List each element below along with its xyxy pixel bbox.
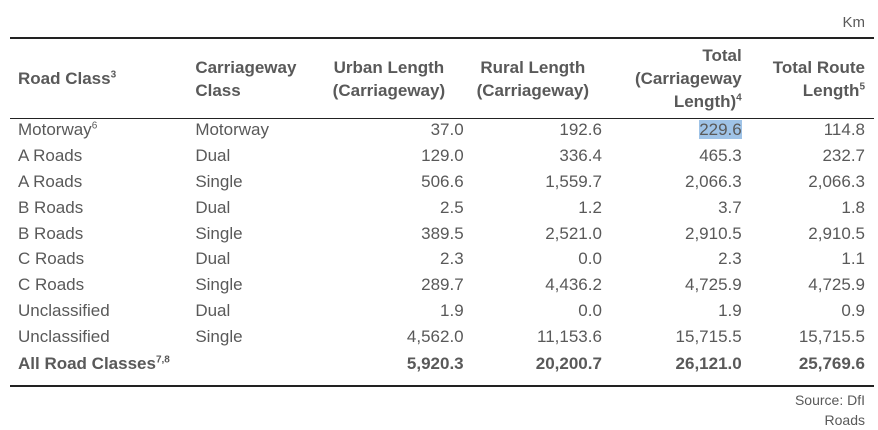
source-note: Source: DfI Roads — [794, 392, 865, 428]
cell-rural-length: 1,559.7 — [545, 171, 602, 191]
cell-route-length: 114.8 — [823, 119, 865, 139]
cell-road-class: Unclassified — [18, 301, 110, 321]
cell-road-class: B Roads — [18, 197, 84, 217]
cell-route-length: 1.8 — [841, 197, 865, 217]
table-row — [10, 195, 874, 221]
table-row — [10, 298, 874, 324]
cell-route-length: 1.1 — [841, 249, 865, 269]
table-row — [10, 117, 874, 143]
cell-total-length: 1.9 — [718, 301, 742, 321]
cell-road-class: C Roads — [18, 275, 85, 295]
cell-carriageway-class — [195, 350, 314, 378]
table-total-row — [10, 350, 874, 378]
header-rural-length: Rural Length (Carriageway) — [476, 57, 590, 100]
cell-carriageway-class: Dual — [195, 197, 231, 217]
cell-rural-length: 4,436.2 — [545, 275, 602, 295]
table-bottom-rule — [10, 385, 874, 387]
cell-rural-length: 0.0 — [578, 301, 602, 321]
header-urban-length: Urban Length (Carriageway) — [332, 57, 446, 100]
cell-rural-length: 0.0 — [578, 249, 602, 269]
cell-road-class: C Roads — [18, 249, 85, 269]
header-carriageway-class: Carriageway Class — [195, 57, 297, 100]
cell-carriageway-class: Dual — [195, 301, 231, 321]
cell-route-length: 2,910.5 — [808, 223, 865, 243]
cell-rural-length: 20,200.7 — [535, 354, 602, 374]
cell-road-class: B Roads — [18, 223, 84, 243]
cell-total-length: 2.3 — [718, 249, 742, 269]
cell-urban-length: 1.9 — [440, 301, 464, 321]
header-total-route-length: Total Route Length$^5$ — [772, 57, 865, 100]
cell-urban-length: 2.3 — [440, 249, 464, 269]
cell-total-length: 2,910.5 — [685, 223, 742, 243]
table-row — [10, 169, 874, 195]
cell-route-length: 25,769.6 — [798, 354, 865, 374]
cell-total-length: 2,066.3 — [685, 171, 742, 191]
header-total-carriageway-length: Total (Carriageway Length)$^4$ — [634, 46, 742, 111]
cell-total-length: 15,715.5 — [675, 327, 742, 347]
cell-urban-length: 506.6 — [421, 171, 464, 191]
cell-carriageway-class: Single — [195, 327, 243, 347]
cell-carriageway-class: Single — [195, 223, 243, 243]
cell-route-length: 4,725.9 — [808, 275, 865, 295]
cell-urban-length: 5,920.3 — [406, 354, 464, 374]
table-row — [10, 221, 874, 247]
cell-carriageway-class: Dual — [195, 145, 231, 165]
cell-carriageway-class: Motorway — [195, 119, 269, 139]
cell-carriageway-class: Single — [195, 171, 243, 191]
cell-carriageway-class: Dual — [195, 249, 231, 269]
cell-route-length: 15,715.5 — [798, 327, 865, 347]
cell-road-class: Motorway$^6$ — [18, 119, 98, 139]
road-length-table — [10, 40, 874, 378]
table-top-rule — [10, 37, 874, 39]
table-row — [10, 324, 874, 350]
header-row — [10, 40, 874, 117]
unit-label: Km — [842, 14, 865, 31]
cell-road-class: All Road Classes$^{7,8}$ — [18, 354, 170, 374]
cell-rural-length: 2,521.0 — [545, 223, 602, 243]
cell-rural-length: 11,153.6 — [537, 327, 602, 347]
cell-road-class: A Roads — [18, 145, 83, 165]
cell-rural-length: 192.6 — [559, 119, 602, 139]
table-row — [10, 246, 874, 272]
cell-total-length: 26,121.0 — [675, 354, 742, 374]
cell-total-length: 465.3 — [699, 145, 742, 165]
cell-urban-length: 389.5 — [421, 223, 464, 243]
cell-route-length: 232.7 — [822, 145, 865, 165]
cell-urban-length: 4,562.0 — [406, 327, 464, 347]
table-row — [10, 143, 874, 169]
cell-total-length: 4,725.9 — [685, 275, 742, 295]
table-row — [10, 272, 874, 298]
cell-route-length: 0.9 — [841, 301, 865, 321]
table-body — [10, 117, 874, 378]
cell-route-length: 2,066.3 — [808, 171, 865, 191]
cell-urban-length: 37.0 — [430, 119, 464, 139]
header-road-class: Road Class$^3$ — [18, 69, 117, 88]
cell-urban-length: 289.7 — [421, 275, 464, 295]
cell-carriageway-class: Single — [195, 275, 243, 295]
cell-total-length: 229.6 — [699, 119, 742, 139]
cell-total-length: 3.7 — [718, 197, 742, 217]
cell-urban-length: 129.0 — [421, 145, 464, 165]
cell-road-class: Unclassified — [18, 327, 110, 347]
cell-road-class: A Roads — [18, 171, 83, 191]
cell-urban-length: 2.5 — [440, 197, 464, 217]
cell-rural-length: 336.4 — [559, 145, 602, 165]
table-header — [10, 40, 874, 117]
cell-rural-length: 1.2 — [578, 197, 602, 217]
